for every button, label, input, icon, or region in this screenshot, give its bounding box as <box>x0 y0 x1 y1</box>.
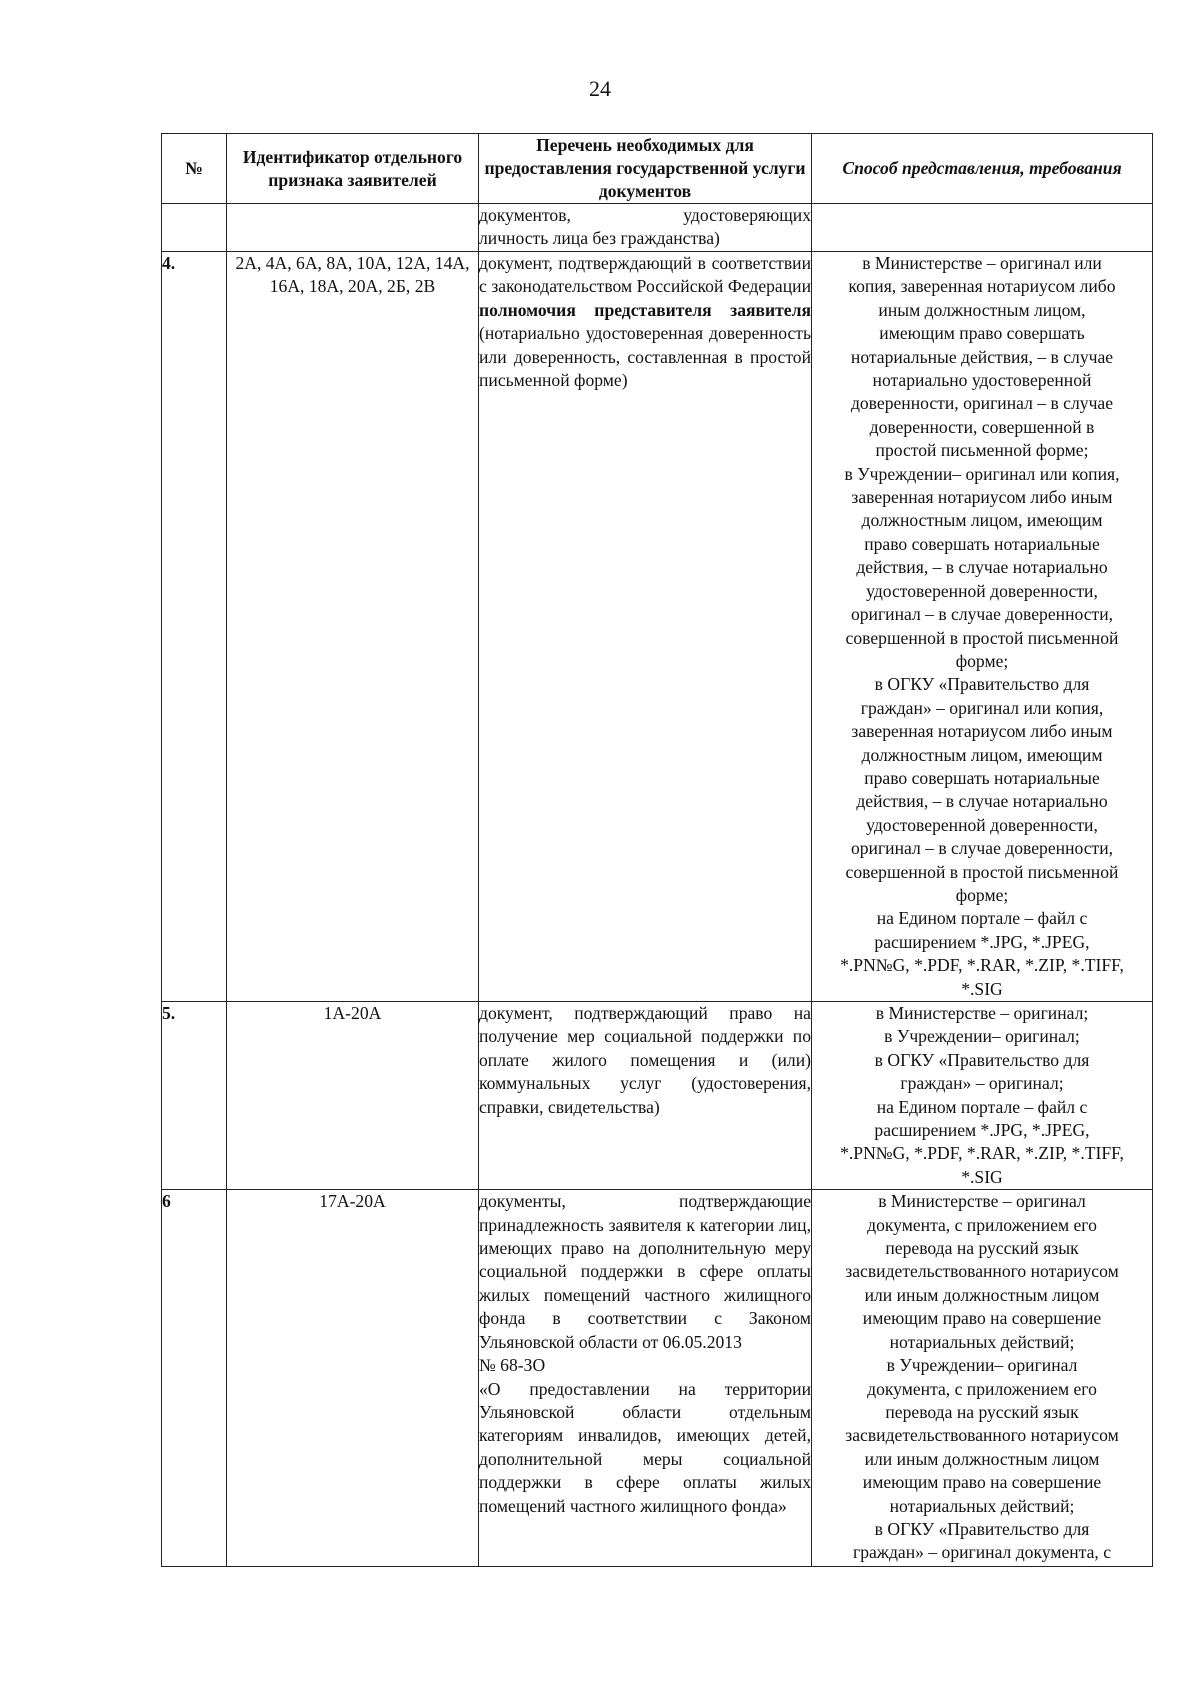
method-line: заверенная нотариусом либо иным <box>851 487 1113 508</box>
method-line: расширением *.JPG, *.JPEG, <box>874 931 1090 952</box>
method-line: граждан» – оригинал или копия, <box>860 697 1104 718</box>
method-line: в ОГКУ «Правительство для <box>874 1518 1090 1539</box>
method-line: право совершать нотариальные <box>864 767 1100 788</box>
method-line: или иным должностным лицом <box>864 1284 1100 1305</box>
method-line: граждан» – оригинал документа, с <box>852 1542 1112 1563</box>
method-line: нотариальных действий; <box>889 1495 1075 1516</box>
row-documents <box>479 204 812 252</box>
method-line: или иным должностным лицом <box>864 1448 1100 1469</box>
documents-text-post: (нотариально удостоверенная доверенность или доверенность, составленная в простой письменной форме) <box>479 323 811 391</box>
method-line: документа, с приложением его <box>867 1214 1097 1235</box>
method-line: нотариально удостоверенной <box>872 370 1092 391</box>
method-line: иным должностным лицом, <box>878 299 1086 320</box>
method-line: форме; <box>955 650 1009 671</box>
table-row <box>162 1190 1153 1567</box>
documents-text: документов, удостоверяющих <box>479 205 811 225</box>
method-line: *.SIG <box>961 978 1003 999</box>
method-line: в Министерстве – оригинал или <box>862 253 1102 273</box>
documents-text: № 68-ЗО <box>479 1355 546 1376</box>
table-row <box>162 1002 1153 1190</box>
documents-table <box>161 133 1153 1567</box>
documents-text: личность лица без гражданства) <box>479 228 720 249</box>
row-identifier: 17А-20А <box>227 1190 479 1567</box>
method-line: доверенности, совершенной в <box>869 416 1095 437</box>
method-line: нотариальных действий; <box>889 1331 1075 1352</box>
method-line: простой письменной форме; <box>875 440 1089 461</box>
table-header-row <box>162 134 1153 204</box>
header-num: № <box>162 134 227 204</box>
table-row <box>162 204 1153 252</box>
row-identifier: 1А-20А <box>227 1002 479 1190</box>
method-line: нотариальные действия, – в случае <box>850 346 1114 367</box>
method-line: в Учреждении– оригинал или копия, <box>844 463 1120 484</box>
page-number: 24 <box>589 76 611 101</box>
method-line: удостоверенной доверенности, <box>866 814 1098 835</box>
method-line: совершенной в простой письменной <box>845 627 1119 648</box>
method-line: расширением *.JPG, *.JPEG, <box>874 1120 1090 1141</box>
method-line: документа, с приложением его <box>867 1378 1097 1399</box>
row-method <box>812 1190 1153 1567</box>
method-line: имеющим право совершать <box>879 323 1085 344</box>
method-line: засвидетельствованного нотариусом <box>845 1425 1119 1446</box>
row-identifier: 2А, 4А, 6А, 8А, 10А, 12А, 14А, 16А, 18А, 20А, 2Б, 2В <box>227 252 479 1002</box>
row-documents <box>479 1002 812 1190</box>
method-line: *.SIG <box>961 1166 1003 1187</box>
method-line: в ОГКУ «Правительство для <box>874 1049 1090 1070</box>
method-line: имеющим право на совершение <box>862 1308 1102 1329</box>
row-identifier <box>227 204 479 252</box>
method-line: оригинал – в случае доверенности, <box>850 604 1114 625</box>
documents-text <box>479 252 811 392</box>
method-line: должностным лицом, имеющим <box>861 510 1103 531</box>
method-line: в Министерстве – оригинал; <box>875 1003 1089 1023</box>
row-documents <box>479 252 812 1002</box>
row-number: 5. <box>162 1002 227 1190</box>
row-method <box>812 204 1153 252</box>
method-line: удостоверенной доверенности, <box>866 580 1098 601</box>
method-line: форме; <box>955 884 1009 905</box>
method-line: право совершать нотариальные <box>864 533 1100 554</box>
method-line: граждан» – оригинал; <box>900 1073 1064 1094</box>
method-line: в Учреждении– оригинал; <box>884 1026 1080 1047</box>
method-line: в Министерстве – оригинал <box>878 1191 1086 1212</box>
method-line: *.PN№G, *.PDF, *.RAR, *.ZIP, *.TIFF, <box>840 1143 1124 1164</box>
documents-text-bold: полномочия представителя заявителя <box>479 299 811 320</box>
method-line: действия, – в случае нотариально <box>856 557 1108 578</box>
method-line: на Едином портале – файл с <box>876 908 1088 929</box>
row-method <box>812 1002 1153 1190</box>
method-line: в Учреждении– оригинал <box>886 1355 1078 1376</box>
method-line: засвидетельствованного нотариусом <box>845 1261 1119 1282</box>
row-documents <box>479 1190 812 1567</box>
header-identifier: Идентификатор отдельного признака заявителей <box>227 134 479 204</box>
row-number: 4. <box>162 252 227 1002</box>
row-number: 6 <box>162 1190 227 1567</box>
row-method <box>812 252 1153 1002</box>
method-line: в ОГКУ «Правительство для <box>874 674 1090 695</box>
documents-text: «О предоставлении на территории Ульяновской области отдельным категориям инвалидов, имеющих детей, дополнительной меры социальной поддержки в сфере оплаты жилых помещений частного жилищного фонда» <box>479 1378 811 1516</box>
method-line: заверенная нотариусом либо иным <box>851 721 1113 742</box>
row-number <box>162 204 227 252</box>
documents-text-pre: документ, подтверждающий в соответствии с законодательством Российской Федерации <box>479 253 811 297</box>
method-line: *.PN№G, *.PDF, *.RAR, *.ZIP, *.TIFF, <box>840 955 1124 976</box>
method-line: должностным лицом, имеющим <box>861 744 1103 765</box>
method-line: копия, заверенная нотариусом либо <box>848 276 1116 297</box>
method-line: совершенной в простой письменной <box>845 861 1119 882</box>
method-line: на Едином портале – файл с <box>876 1096 1088 1117</box>
documents-text: документы, подтверждающие принадлежность заявителя к категории лиц, имеющих право на дополнительную меру социальной поддержки в сфере оплаты жилых помещений частного жилищного фонда в соответствии с Законом Ульяновской области от 06.05.2013 <box>479 1191 811 1352</box>
method-line: имеющим право на совершение <box>862 1472 1102 1493</box>
header-documents: Перечень необходимых для предоставления государственной услуги документов <box>479 134 812 204</box>
documents-text: документ, подтверждающий право на получение мер социальной поддержки по оплате жилого помещения и (или) коммунальных услуг (удостоверения, справки, свидетельства) <box>479 1003 811 1117</box>
method-line: доверенности, оригинал – в случае <box>850 393 1114 414</box>
table-row <box>162 252 1153 1002</box>
method-line: перевода на русский язык <box>885 1238 1079 1259</box>
header-method: Способ представления, требования <box>812 134 1153 204</box>
method-line: перевода на русский язык <box>885 1401 1079 1422</box>
method-line: оригинал – в случае доверенности, <box>850 838 1114 859</box>
method-line: действия, – в случае нотариально <box>856 791 1108 812</box>
